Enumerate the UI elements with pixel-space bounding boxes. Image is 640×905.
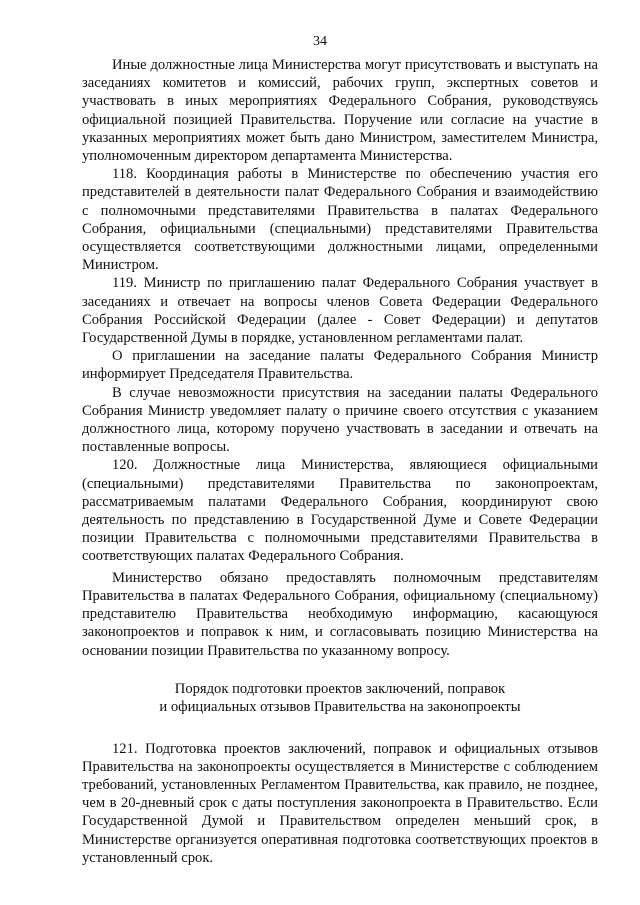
paragraph-119: 119. Министр по приглашению палат Федерального Собрания участвует в заседаниях и отвечает на вопросы членов Совета Федерации Федерального Собрания Российской Федерации (далее - Совет Федерации) и депутатов Государственной Думы в порядке, установленном регламентами палат. <box>82 275 598 347</box>
paragraph-information-duty: Министерство обязано предоставлять полномочным представителям Правительства в палатах Федерального Собрания, официальному (специальному) представителю Правительства необходимую информацию, касающуюся законопроектов и поправок к ним, и согласовывать позицию Министерства на основании позиции Правительства по указанному вопросу. <box>82 569 598 659</box>
paragraph-absence-notice: В случае невозможности присутствия на заседании палаты Федерального Собрания Министр уведомляет палату о причине своего отсутствия с указанием должностного лица, которому поручено участвовать в заседании и отвечать на поставленные вопросы. <box>82 384 598 456</box>
document-body <box>82 56 598 867</box>
paragraph-118: 118. Координация работы в Министерстве по обеспечению участия его представителей в деятельности палат Федерального Собрания и взаимодействию с полномочными представителями Правительства в палатах Федерального Собрания, официальными (специальными) представителями Правительства осуществляется соответствующими должностными лицами, определенными Министром. <box>82 166 598 274</box>
section-heading-line-2: и официальных отзывов Правительства на законопроекты <box>159 699 521 716</box>
paragraph-invitation-notice: О приглашении на заседание палаты Федерального Собрания Министр информирует Председателя Правительства. <box>82 348 598 383</box>
page-number: 34 <box>313 34 327 49</box>
section-heading <box>82 680 598 717</box>
paragraph-120: 120. Должностные лица Министерства, являющиеся официальными (специальными) представителями Правительства по законопроектам, рассматриваемым палатами Федерального Собрания, координируют свою деятельность по представлению в Государственной Думе и Совете Федерации позиции Правительства с полномочными представителями Правительства в соответствующих палатах Федерального Собрания. <box>82 457 598 565</box>
paragraph-other-officials: Иные должностные лица Министерства могут присутствовать и выступать на заседаниях комитетов и комиссий, рабочих групп, экспертных советов и участвовать в иных мероприятиях Федерального Собрания, руководствуясь официальной позицией Правительства. Поручение или согласие на участие в указанных мероприятиях может быть дано Министром, заместителем Министра, уполномоченным директором департамента Министерства. <box>82 57 598 165</box>
paragraph-121: 121. Подготовка проектов заключений, поправок и официальных отзывов Правительства на законопроекты осуществляется в Министерстве с соблюдением требований, установленных Регламентом Правительства, как правило, не позднее, чем в 20-дневный срок с даты поступления законопроекта в Правительство. Если Государственной Думой и Правительством определен меньший срок, в Министерстве организуется оперативная подготовка соответствующих проектов в установленный срок. <box>82 740 598 866</box>
section-heading-line-1: Порядок подготовки проектов заключений, поправок <box>174 680 506 697</box>
